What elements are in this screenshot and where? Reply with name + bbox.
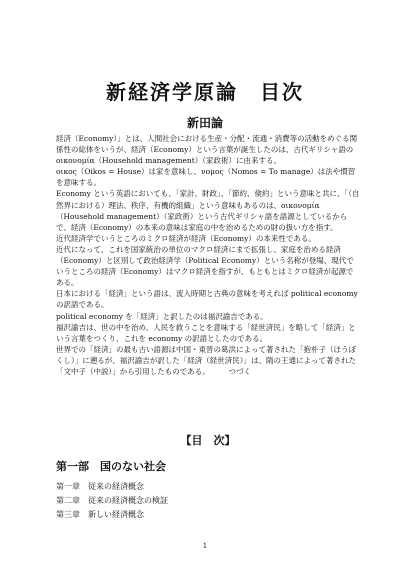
part-title: 第一部 国のない社会 (56, 460, 166, 473)
chapter-list (56, 480, 168, 522)
paragraph: 世界での「経済」の最も古い語源は中国・東晋の葛洪によって著された「抱朴子（ほうぼくし）」に遡るが、福沢諭吉が訳した「経済（経世済民）」は、隋の王通によって著された「文中子（中説）」から引用したものである。 つづく (56, 344, 356, 376)
paragraph: οικος（Oikos = House）は家を意味し、νομος（Nomos = To manage）は法や慣習を意味する。 (56, 167, 356, 188)
paragraph: 近代経済学でいうところのミクロ経済が経済（Economy）の本来性である。 (56, 233, 316, 243)
paragraph: 日本における「経済」という語は、流入時期と古典の意味を考えれば political economy の訳語である。 (56, 289, 358, 310)
paragraph: political economy を「経済」と訳したのは福沢諭吉である。 (56, 311, 268, 321)
chapter-item: 第三章 新しい経済概念 (56, 510, 144, 519)
page-title: 新経済学原論 目次 (106, 80, 304, 104)
chapter-item: 第二章 従来の経済概念の検証 (56, 496, 168, 505)
page-number: 1 (202, 542, 208, 550)
body-text (56, 133, 360, 377)
paragraph: 経済（Economy）」とは、人間社会における生産・分配・流通・消費等の活動をめぐる関係性の総体をいうが、経済（Economy）という言葉が誕生したのは、古代ギリシャ語のοικονομία（Household management）（家政術）に由来する。 (56, 134, 358, 166)
author-name: 新田論 (186, 116, 223, 130)
chapter-item: 第一章 従来の経済概念 (56, 482, 144, 491)
paragraph: 近代になって、これを国家統治の単位のマクロ経済にまで拡張し、家庭を治める経済（Economy）と区別して政治経済学（Political Economy）という名称が登場、現代でいうところの経済（Economy）はマクロ経済を指すが、もともとはミクロ経済が起源である。 (56, 244, 354, 288)
toc-heading: 【目 次】 (180, 434, 236, 447)
paragraph: Economy という英語においても、「家計、財政」、「節約、倹約」という意味と共に、「（自然界における）理法、秩序、有機的組織」という意味もあるのは、οικονομία（Household management）（家政術）という古代ギリシャ語を語源としているからで、経済（Economy）の本来の意味は家庭の中を治めるための財の扱い方を指す。 (56, 189, 360, 232)
paragraph: 福沢諭吉は、世の中を治め、人民を救うことを意味する「経世済民」を略して「経済」という言葉をつくり、これを economy の訳語としたのである。 (56, 322, 356, 343)
